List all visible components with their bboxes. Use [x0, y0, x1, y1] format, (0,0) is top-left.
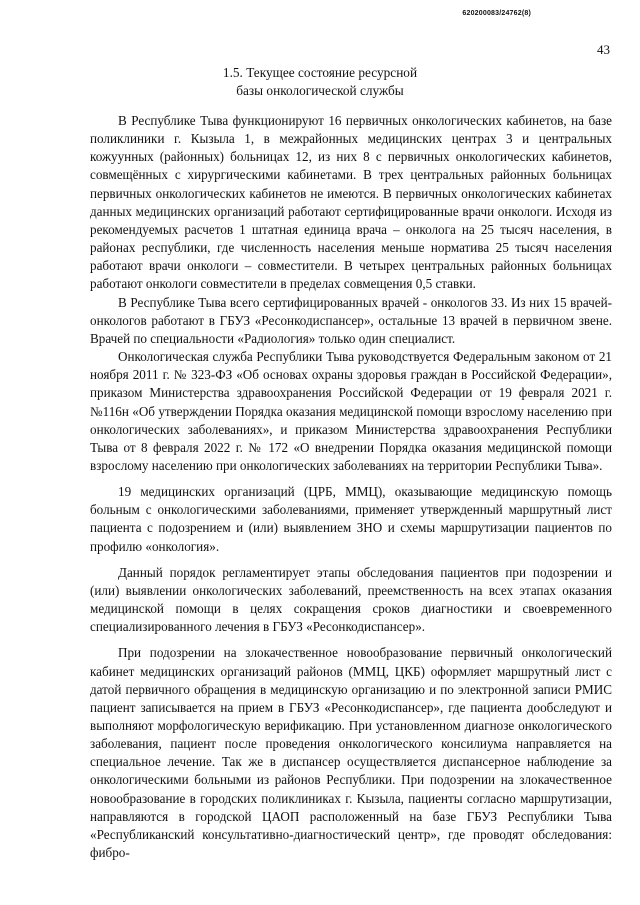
document-id: 620200083/24762(8)	[462, 10, 531, 17]
paragraph-suspicion: При подозрении на злокачественное новообразование первичный онкологический кабинет медицинских организаций районов (ММЦ, ЦКБ) оформляет маршрутный лист с датой первичного обращения в медицинскую организацию и по электронной записи РМИС пациент записывается на прием в ГБУЗ «Ресонкодиспансер», где пациента дообследуют и выполняют морфологическую верификацию. При установленном диагнозе онкологического заболевания, пациент после проведения онкологического консилиума направляется на специальное лечение. Так же в диспансер осуществляется диспансерное наблюдение за онкологическими больными из районов Республики. При подозрении на злокачественное новообразование в городских поликлиниках г. Кызыла, пациенты согласно маршрутизации, направляются в городской ЦАОП расположенный на базе ГБУЗ Республики Тыва «Республиканский консультативно-диагностический центр», где проводят обследования: фибро-	[90, 645, 612, 861]
paragraph-legal-basis: Онкологическая служба Республики Тыва руководствуется Федеральным законом от 21 ноября 2011 г. № 323-ФЗ «Об основах охраны здоровья граждан в Российской Федерации», приказом Министерства здравоохранения Российской Федерации от 19 февраля 2021 г. №116н «Об утверждении Порядка оказания медицинской помощи взрослому населению при онкологических заболеваниях», и приказом Министерства здравоохранения Республики Тыва от 8 февраля 2022 г. № 172 «О внедрении Порядка оказания медицинской помощи взрослому населению при онкологических заболеваниях на территории Республики Тыва».	[90, 349, 612, 473]
section-heading	[0, 64, 640, 100]
paragraph-route-sheet: 19 медицинских организаций (ЦРБ, ММЦ), оказывающие медицинскую помощь больным с онкологическими заболеваниями, применяет утвержденный маршрутный лист пациента с подозрением и (или) выявлением ЗНО и схемы маршрутизации пациентов по профилю «онкология».	[90, 484, 612, 554]
section-title-line-1: 1.5. Текущее состояние ресурсной	[222, 65, 418, 80]
paragraph-oncologists: В Республике Тыва всего сертифицированных врачей - онкологов 33. Из них 15 врачей-онкологов работают в ГБУЗ «Ресонкодиспансер», остальные 13 врачей в первичном звене. Врачей по специальности «Радиология» только один специалист.	[90, 294, 612, 346]
section-title-line-2: базы онкологической службы	[236, 83, 404, 98]
body-text	[90, 112, 612, 862]
paragraph-procedure: Данный порядок регламентирует этапы обследования пациентов при подозрении и (или) выявлении онкологических заболеваний, преемственность на всех этапах оказания медицинской помощи в целях сокращения сроков диагностики и своевременного специализированного лечения в ГБУЗ «Ресонкодиспансер».	[90, 564, 612, 635]
page-number: 43	[597, 42, 610, 57]
paragraph-cabinets: В Республике Тыва функционируют 16 первичных онкологических кабинетов, на базе поликлиники г. Кызыла 1, в межрайонных медицинских центрах 3 и центральных кожуунных (районных) больницах 12, из них 8 с первичных онкологических кабинетов, совмещённых с хирургическими кабинетами. В трех центральных районных больницах первичных онкологических кабинетов не имеются. В первичных онкологических кабинетах данных медицинских организаций работают сертифицированные врачи онкологи. Исходя из рекомендуемых расчетов 1 штатная единица врача – онколога на 25 тысяч населения, в районах республики, где численность населения меньше норматива 25 тысяч населения работают врачи онкологи – совместители. В четырех центральных районных больницах работают онкологи совместители в пределах совмещения 0,5 ставки.	[90, 113, 612, 292]
